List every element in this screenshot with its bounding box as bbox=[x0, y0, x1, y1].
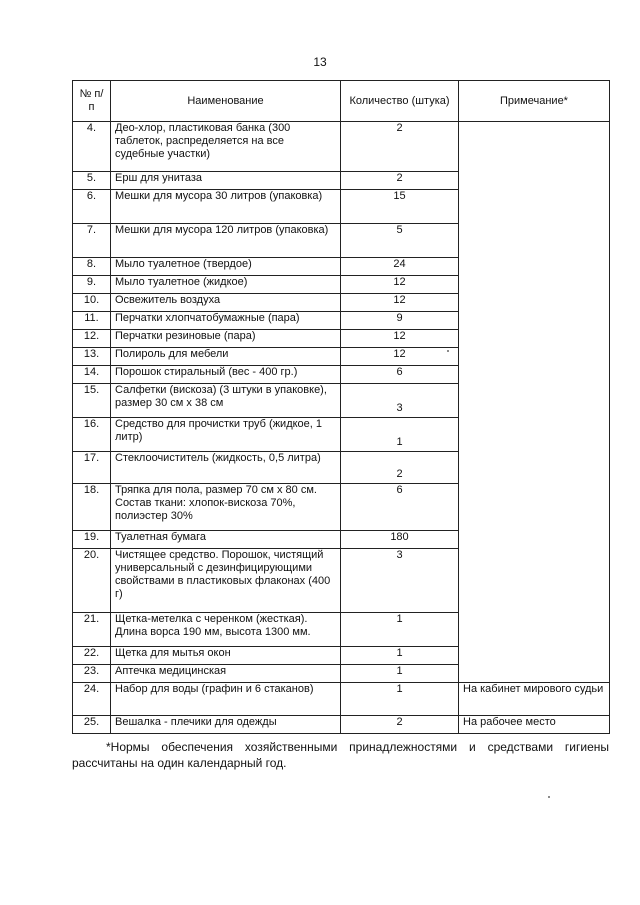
row-name: Стеклоочиститель (жидкость, 0,5 литра) bbox=[111, 452, 341, 484]
row-name: Тряпка для пола, размер 70 см х 80 см. Состав ткани: хлопок-вискоза 70%, полиэстер 30% bbox=[111, 484, 341, 531]
row-number: 11. bbox=[73, 312, 111, 330]
row-note: На рабочее место bbox=[459, 716, 610, 734]
header-qty: Количество (штука) bbox=[341, 81, 459, 122]
row-name: Щетка для мытья окон bbox=[111, 647, 341, 665]
row-name: Туалетная бумага bbox=[111, 531, 341, 549]
row-name: Мешки для мусора 30 литров (упаковка) bbox=[111, 190, 341, 224]
scan-speck bbox=[548, 796, 550, 798]
row-note: На кабинет мирового судьи bbox=[459, 683, 610, 716]
footnote: *Нормы обеспечения хозяйственными принадлежностями и средствами гигиены рассчитаны на один календарный год. bbox=[72, 740, 609, 770]
row-number: 6. bbox=[73, 190, 111, 224]
row-quantity: 6 bbox=[341, 484, 459, 531]
row-quantity: 5 bbox=[341, 224, 459, 258]
row-quantity: 12 bbox=[341, 294, 459, 312]
row-quantity: 3 bbox=[341, 384, 459, 418]
row-quantity: 12 bbox=[341, 330, 459, 348]
row-name: Мыло туалетное (твердое) bbox=[111, 258, 341, 276]
row-name: Освежитель воздуха bbox=[111, 294, 341, 312]
row-number: 23. bbox=[73, 665, 111, 683]
row-name: Аптечка медицинская bbox=[111, 665, 341, 683]
row-name: Мешки для мусора 120 литров (упаковка) bbox=[111, 224, 341, 258]
row-number: 22. bbox=[73, 647, 111, 665]
row-quantity: 3 bbox=[341, 549, 459, 613]
row-number: 9. bbox=[73, 276, 111, 294]
row-number: 18. bbox=[73, 484, 111, 531]
row-name: Ерш для унитаза bbox=[111, 172, 341, 190]
row-quantity: 9 bbox=[341, 312, 459, 330]
row-quantity: 24 bbox=[341, 258, 459, 276]
row-number: 17. bbox=[73, 452, 111, 484]
row-quantity: 15 bbox=[341, 190, 459, 224]
row-quantity: 1 bbox=[341, 613, 459, 647]
row-name: Набор для воды (графин и 6 стаканов) bbox=[111, 683, 341, 716]
header-note: Примечание* bbox=[459, 81, 610, 122]
header-name: Наименование bbox=[111, 81, 341, 122]
row-name: Вешалка - плечики для одежды bbox=[111, 716, 341, 734]
row-number: 24. bbox=[73, 683, 111, 716]
row-name: Мыло туалетное (жидкое) bbox=[111, 276, 341, 294]
row-number: 12. bbox=[73, 330, 111, 348]
table-header-row bbox=[73, 81, 610, 122]
row-number: 4. bbox=[73, 122, 111, 172]
row-name: Чистящее средство. Порошок, чистящий универсальный с дезинфицирующими свойствами в пластиковых флаконах (400 г) bbox=[111, 549, 341, 613]
row-quantity: 180 bbox=[341, 531, 459, 549]
row-number: 5. bbox=[73, 172, 111, 190]
row-name: Перчатки хлопчатобумажные (пара) bbox=[111, 312, 341, 330]
row-quantity: 1 bbox=[341, 647, 459, 665]
row-number: 14. bbox=[73, 366, 111, 384]
row-number: 15. bbox=[73, 384, 111, 418]
page-number: 13 bbox=[313, 55, 327, 69]
row-quantity: 12 bbox=[341, 348, 459, 366]
row-name: Део-хлор, пластиковая банка (300 таблеток, распределяется на все судебные участки) bbox=[111, 122, 341, 172]
row-quantity: 1 bbox=[341, 418, 459, 452]
row-quantity: 2 bbox=[341, 452, 459, 484]
row-quantity: 6 bbox=[341, 366, 459, 384]
row-quantity: 1 bbox=[341, 665, 459, 683]
table-row bbox=[73, 683, 610, 716]
row-name: Салфетки (вискоза) (3 штуки в упаковке), размер 30 см х 38 см bbox=[111, 384, 341, 418]
row-quantity: 2 bbox=[341, 122, 459, 172]
table-row bbox=[73, 716, 610, 734]
scan-speck bbox=[447, 350, 449, 352]
row-number: 21. bbox=[73, 613, 111, 647]
row-name: Щетка-метелка с черенком (жесткая). Длина ворса 190 мм, высота 1300 мм. bbox=[111, 613, 341, 647]
table-row bbox=[73, 122, 610, 172]
row-number: 13. bbox=[73, 348, 111, 366]
row-quantity: 2 bbox=[341, 172, 459, 190]
row-number: 7. bbox=[73, 224, 111, 258]
supplies-table bbox=[72, 80, 610, 734]
row-number: 20. bbox=[73, 549, 111, 613]
row-number: 8. bbox=[73, 258, 111, 276]
row-note-merged bbox=[459, 122, 610, 683]
row-quantity: 12 bbox=[341, 276, 459, 294]
row-number: 16. bbox=[73, 418, 111, 452]
row-quantity: 1 bbox=[341, 683, 459, 716]
row-quantity: 2 bbox=[341, 716, 459, 734]
row-name: Порошок стиральный (вес - 400 гр.) bbox=[111, 366, 341, 384]
row-number: 19. bbox=[73, 531, 111, 549]
row-name: Полироль для мебели bbox=[111, 348, 341, 366]
row-number: 10. bbox=[73, 294, 111, 312]
row-name: Средство для прочистки труб (жидкое, 1 литр) bbox=[111, 418, 341, 452]
row-name: Перчатки резиновые (пара) bbox=[111, 330, 341, 348]
row-number: 25. bbox=[73, 716, 111, 734]
header-num: № п/п bbox=[73, 81, 111, 122]
